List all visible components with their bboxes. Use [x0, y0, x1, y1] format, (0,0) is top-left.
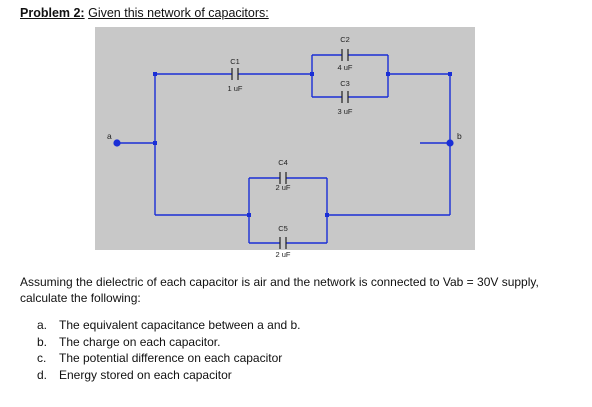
question-letter: d. [37, 367, 48, 382]
question-list [37, 317, 301, 383]
terminal-b-dot [446, 139, 453, 146]
schematic-background [95, 27, 475, 250]
c5-name: C5 [278, 224, 288, 233]
terminal-a-label: a [107, 131, 112, 141]
c4-value: 2 uF [275, 183, 291, 192]
problem-text: Given this network of capacitors: [88, 6, 269, 20]
c3-name: C3 [340, 79, 350, 88]
terminal-b-label: b [457, 131, 462, 141]
junction-node [153, 72, 157, 76]
problem-intro: Assuming the dielectric of each capacitor is air and the network is connected to Vab = 30V supply, calculate the following: [20, 275, 539, 305]
c1-value: 1 uF [227, 84, 243, 93]
question-text: The potential difference on each capacitor [59, 351, 283, 365]
question-item [37, 367, 301, 384]
question-letter: a. [37, 318, 48, 332]
question-text: The equivalent capacitance between a and b. [59, 318, 301, 332]
c1-name: C1 [230, 57, 240, 66]
c4-name: C4 [278, 158, 288, 167]
problem-label: Problem 2: [20, 6, 85, 20]
junction-node [310, 72, 314, 76]
junction-node [386, 72, 390, 76]
c3-value: 3 uF [337, 107, 353, 116]
c2-value: 4 uF [337, 63, 353, 72]
question-text: Energy stored on each capacitor [59, 367, 232, 382]
question-letter: b. [37, 334, 48, 349]
terminal-a-dot [113, 139, 120, 146]
question-item [37, 317, 301, 334]
question-letter: c. [37, 351, 47, 365]
c2-name: C2 [340, 35, 350, 44]
c5-value: 2 uF [275, 250, 291, 259]
question-item [37, 350, 301, 367]
junction-node [325, 213, 329, 217]
junction-node [448, 72, 452, 76]
question-item [37, 334, 301, 351]
junction-node [247, 213, 251, 217]
question-text: The charge on each capacitor. [59, 334, 221, 349]
junction-node [153, 141, 157, 145]
